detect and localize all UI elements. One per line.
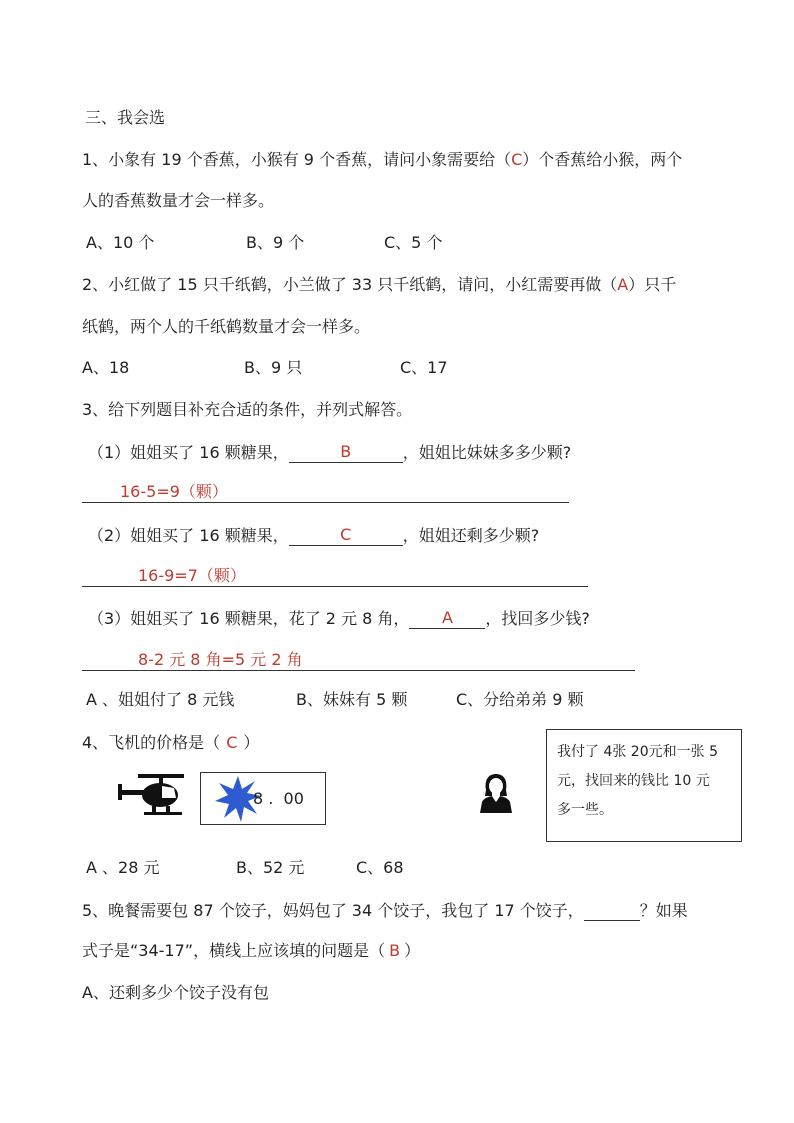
q1-text-a: 1、小象有 19 个香蕉，小猴有 9 个香蕉，请问小象需要给（ bbox=[82, 150, 512, 169]
q3-sub-3-blank: A bbox=[409, 608, 485, 629]
speech-line-3: 多一些。 bbox=[557, 802, 613, 818]
q3-sub-2-suffix: ，姐姐还剩多少颗? bbox=[402, 526, 540, 545]
person-icon bbox=[478, 772, 514, 814]
q5-answer: B bbox=[389, 941, 401, 960]
q1-option-b: B、9 个 bbox=[246, 233, 305, 252]
q3-sub-2-prefix: （2）姐姐买了 16 颗糖果， bbox=[88, 526, 289, 545]
q3-option-c: C、分给弟弟 9 颗 bbox=[456, 690, 584, 709]
q3-sub-3-prefix: （3）姐姐买了 16 颗糖果，花了 2 元 8 角， bbox=[88, 609, 410, 628]
q4-answer: C bbox=[226, 733, 238, 752]
speech-line-2: 元，找回来的钱比 10 元 bbox=[557, 773, 710, 789]
price-box bbox=[200, 772, 326, 825]
price-visible-digits: 8 . 00 bbox=[253, 789, 304, 808]
q5-text-c: 式子是“34-17”，横线上应该填的问题是（ bbox=[82, 941, 386, 960]
question-1-line-2: 人的香蕉数量才会一样多。 bbox=[82, 191, 275, 210]
q4-text-a: 4、飞机的价格是（ bbox=[82, 733, 221, 752]
q5-blank bbox=[584, 900, 640, 921]
q1-option-a: A、10 个 bbox=[86, 233, 155, 252]
helicopter-icon bbox=[116, 772, 186, 818]
q1-option-c: C、5 个 bbox=[384, 233, 443, 252]
q4-option-a: A 、28 元 bbox=[86, 858, 160, 877]
q3-sub-1-work: 16-5=9（颗） bbox=[120, 482, 228, 501]
question-3-title: 3、给下列题目补充合适的条件，并列式解答。 bbox=[82, 400, 413, 419]
q3-option-b: B、妹妹有 5 颗 bbox=[296, 690, 408, 709]
question-4-line bbox=[82, 733, 259, 753]
q2-option-c: C、17 bbox=[400, 358, 448, 377]
q3-sub-2-blank: C bbox=[289, 525, 403, 546]
q4-option-c: C、68 bbox=[356, 858, 404, 877]
q3-sub-2-work-line bbox=[82, 566, 588, 587]
q5-text-a: 5、晚餐需要包 87 个饺子，妈妈包了 34 个饺子，我包了 17 个饺子， bbox=[82, 901, 584, 920]
q2-text-b: ）只千 bbox=[628, 275, 677, 294]
q5-text-d: ） bbox=[404, 941, 421, 960]
q3-sub-1-prefix: （1）姐姐买了 16 颗糖果， bbox=[88, 443, 289, 462]
q1-answer: C bbox=[511, 150, 523, 169]
q3-sub-2-work: 16-9=7（颗） bbox=[138, 566, 246, 585]
q3-sub-1-work-line bbox=[82, 482, 569, 503]
q1-text-b: ）个香蕉给小猴，两个 bbox=[522, 150, 683, 169]
q4-option-b: B、52 元 bbox=[236, 858, 305, 877]
q3-sub-1 bbox=[88, 442, 571, 463]
q4-text-b: ） bbox=[243, 733, 260, 752]
question-1-line-1 bbox=[82, 150, 682, 170]
q3-sub-1-suffix: ，姐姐比妹妹多多少颗? bbox=[402, 443, 572, 462]
q3-sub-3-work-line bbox=[82, 650, 635, 671]
question-5-line-2 bbox=[82, 941, 420, 961]
q2-option-b: B、9 只 bbox=[244, 358, 303, 377]
q2-option-a: A、18 bbox=[82, 358, 130, 377]
question-2-line-2: 纸鹤，两个人的千纸鹤数量才会一样多。 bbox=[82, 317, 371, 336]
question-2-line-1 bbox=[82, 275, 676, 295]
q3-sub-1-blank: B bbox=[289, 442, 403, 463]
q3-sub-2 bbox=[88, 525, 539, 546]
question-5-line-1 bbox=[82, 900, 688, 921]
q5-option-a: A、还剩多少个饺子没有包 bbox=[82, 983, 269, 1002]
q3-sub-3-suffix: ，找回多少钱? bbox=[485, 609, 590, 628]
q3-option-a: A 、姐姐付了 8 元钱 bbox=[86, 690, 235, 709]
q3-sub-3-work: 8-2 元 8 角=5 元 2 角 bbox=[138, 650, 303, 669]
q5-text-b: ？如果 bbox=[639, 901, 688, 920]
section-title: 三、我会选 bbox=[85, 108, 166, 127]
speech-line-1: 我付了 4张 20元和一张 5 bbox=[557, 744, 718, 760]
q3-sub-3 bbox=[88, 608, 590, 629]
q2-text-a: 2、小红做了 15 只千纸鹤，小兰做了 33 只千纸鹤，请问，小红需要再做（ bbox=[82, 275, 618, 294]
speech-box bbox=[546, 729, 742, 842]
q2-answer: A bbox=[617, 275, 629, 294]
